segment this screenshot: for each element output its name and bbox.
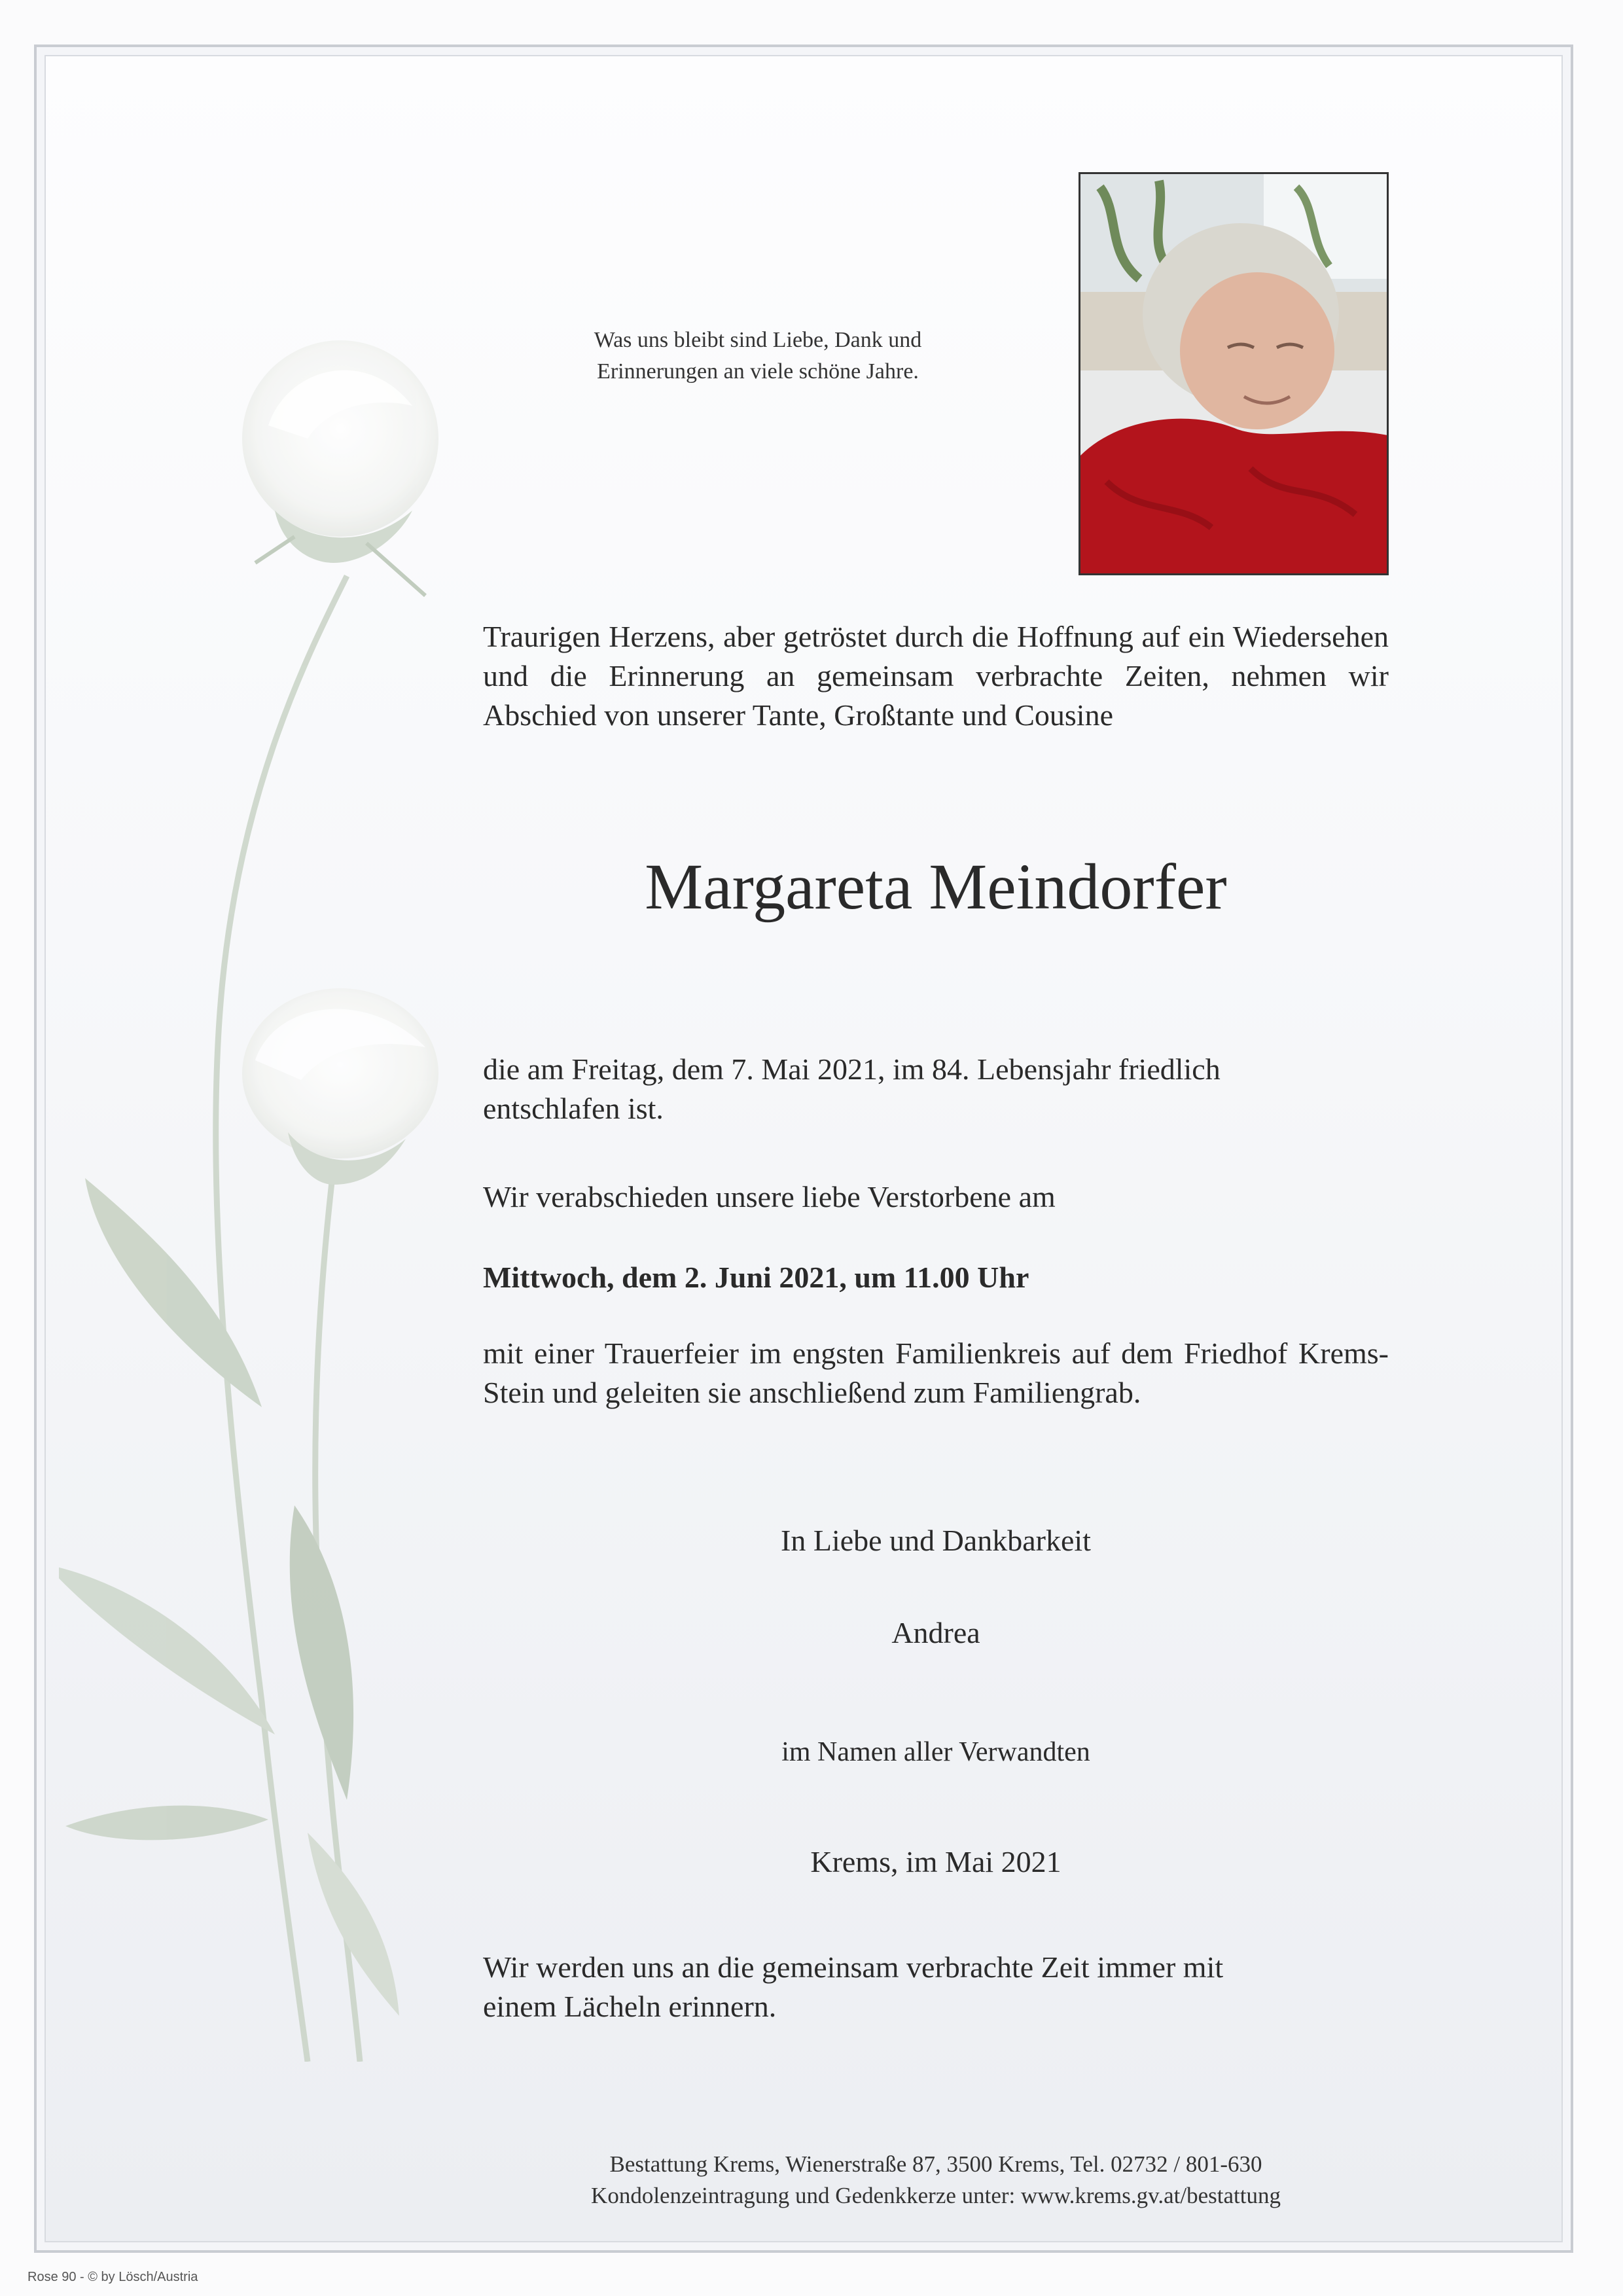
ceremony-datetime: Mittwoch, dem 2. Juni 2021, um 11.00 Uhr <box>483 1261 1029 1294</box>
final-words-line-1: Wir werden uns an die gemeinsam verbrachte Zeit immer mit <box>483 1950 1224 1984</box>
death-notice <box>483 1050 1389 1128</box>
final-words <box>483 1948 1389 2026</box>
lower-rose <box>242 988 438 1185</box>
footer <box>483 2149 1389 2212</box>
intro-paragraph: Traurigen Herzens, aber getröstet durch die Hoffnung auf ein Wiedersehen und die Erinnerung an gemeinsam verbrachte Zeiten, nehmen wir Abschied von unserer Tante, Großtante und Cousine <box>483 620 1389 732</box>
leaf-1 <box>85 1178 262 1407</box>
upper-rose <box>242 340 438 596</box>
motto-line-2: Erinnerungen an viele schöne Jahre. <box>597 359 919 384</box>
leaf-2 <box>290 1505 353 1800</box>
closing-gratitude: In Liebe und Dankbarkeit <box>781 1524 1091 1557</box>
design-credit: Rose 90 - © by Lösch/Austria <box>27 2270 198 2284</box>
closing-mourner: Andrea <box>891 1616 980 1649</box>
farewell-intro: Wir verabschieden unsere liebe Verstorbene am <box>483 1180 1056 1213</box>
rose-stem-long <box>216 576 347 2062</box>
portrait-face <box>1180 272 1334 429</box>
motto-line-1: Was uns bleibt sind Liebe, Dank und <box>594 328 922 352</box>
footer-line-1: Bestattung Krems, Wienerstraße 87, 3500 Krems, Tel. 02732 / 801-630 <box>609 2151 1262 2177</box>
white-rose-illustration <box>59 327 478 2062</box>
leaf-4 <box>65 1806 268 1840</box>
final-words-line-2: einem Lächeln erinnern. <box>483 1990 777 2023</box>
motto <box>548 325 967 387</box>
death-notice-line-2: entschlafen ist. <box>483 1092 664 1125</box>
closing-relatives: im Namen aller Verwandten <box>781 1737 1090 1767</box>
footer-line-2: Kondolenzeintragung und Gedenkkerze unter: www.krems.gv.at/bestattung <box>591 2183 1281 2208</box>
ceremony-details: mit einer Trauerfeier im engsten Familienkreis auf dem Friedhof Krems-Stein und geleiten sie anschließend zum Familiengrab. <box>483 1336 1389 1409</box>
closing-place-date: Krems, im Mai 2021 <box>810 1845 1061 1878</box>
portrait-image <box>1080 174 1389 575</box>
portrait-photo <box>1079 172 1389 575</box>
leaf-3 <box>59 1564 275 1734</box>
death-notice-line-1: die am Freitag, dem 7. Mai 2021, im 84. Lebensjahr friedlich <box>483 1052 1221 1086</box>
deceased-name: Margareta Meindorfer <box>645 850 1227 923</box>
